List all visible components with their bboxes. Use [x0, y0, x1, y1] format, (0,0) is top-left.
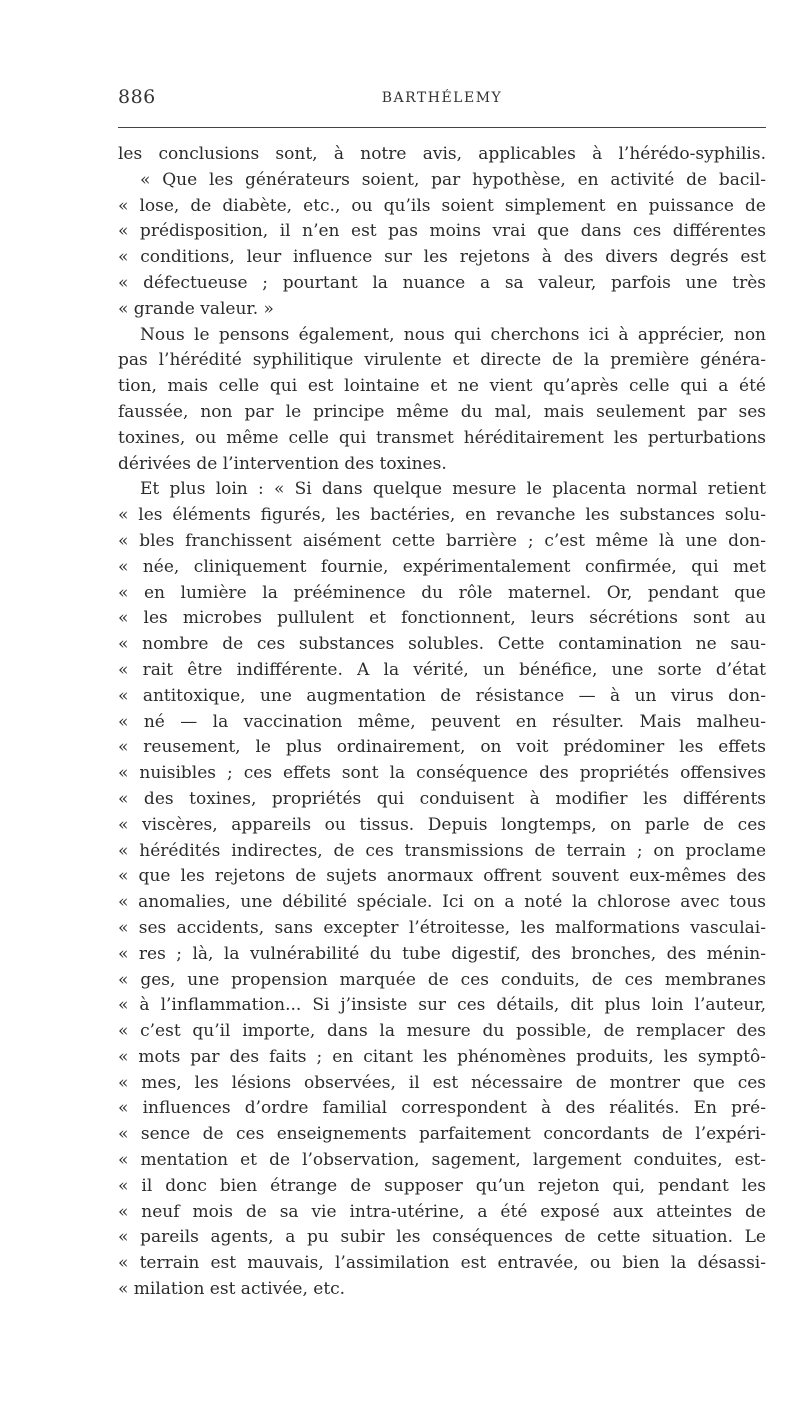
text-line: « bles franchissent aisément cette barrière ; c’est même là une don- [118, 530, 766, 551]
text-line: « nombre de ces substances solubles. Cette contamination ne sau- [118, 634, 766, 655]
text-line: « il donc bien étrange de supposer qu’un rejeton qui, pendant les [118, 1175, 766, 1196]
text-line: Et plus loin : « Si dans quelque mesure le placenta normal retient [140, 479, 766, 500]
text-line: « sence de ces enseignements parfaitement concordants de l’expéri- [118, 1124, 766, 1145]
text-line: « neuf mois de sa vie intra-utérine, a été exposé aux atteintes de [118, 1201, 766, 1222]
text-line: « grande valeur. » [118, 298, 274, 319]
text-line: les conclusions sont, à notre avis, applicables à l’hérédo-syphilis. [118, 144, 766, 164]
text-line: « anomalies, une débilité spéciale. Ici on a noté la chlorose avec tous [118, 892, 766, 913]
text-line: « conditions, leur influence sur les rejetons à des divers degrés est [118, 247, 766, 268]
text-line: « terrain est mauvais, l’assimilation est entravée, ou bien la désassi- [118, 1253, 766, 1274]
text-line: « les microbes pullulent et fonctionnent, leurs sécrétions sont au [118, 608, 766, 629]
text-line: « c’est qu’il importe, dans la mesure du possible, de remplacer des [118, 1021, 766, 1042]
text-line: « les éléments figurés, les bactéries, en revanche les substances solu- [118, 505, 766, 526]
text-line: toxines, ou même celle qui transmet héréditairement les perturbations [118, 427, 766, 448]
text-line: « viscères, appareils ou tissus. Depuis longtemps, on parle de ces [118, 814, 766, 835]
text-line: « Que les générateurs soient, par hypothèse, en activité de bacil- [140, 169, 766, 190]
text-line: « nuisibles ; ces effets sont la conséquence des propriétés offensives [118, 763, 766, 784]
text-line: « née, cliniquement fournie, expérimentalement confirmée, qui met [118, 556, 766, 577]
text-line: « rait être indifférente. A la vérité, un bénéfice, une sorte d’état [118, 659, 766, 680]
text-line: « pareils agents, a pu subir les conséquences de cette situation. Le [118, 1227, 766, 1248]
text-line: faussée, non par le principe même du mal, mais seulement par ses [118, 401, 766, 422]
text-line: Nous le pensons également, nous qui cherchons ici à apprécier, non [140, 324, 766, 345]
running-head: BARTHÉLEMY [381, 90, 503, 106]
text-line: « mots par des faits ; en citant les phénomènes produits, les symptô- [118, 1046, 766, 1067]
header-rule [118, 127, 766, 128]
text-line: « des toxines, propriétés qui conduisent à modifier les différents [118, 788, 766, 809]
text-line: « lose, de diabète, etc., ou qu’ils soient simplement en puissance de [118, 195, 766, 216]
page-number: 886 [118, 86, 156, 108]
text-line: « en lumière la prééminence du rôle maternel. Or, pendant que [118, 582, 766, 603]
text-line: « antitoxique, une augmentation de résistance — à un virus don- [118, 685, 766, 706]
text-line: « reusement, le plus ordinairement, on voit prédominer les effets [118, 737, 766, 758]
text-line: pas l’hérédité syphilitique virulente et directe de la première généra- [118, 350, 766, 371]
text-line: tion, mais celle qui est lointaine et ne vient qu’après celle qui a été [118, 376, 766, 397]
page-header [118, 86, 766, 116]
text-line: « prédisposition, il n’en est pas moins vrai que dans ces différentes [118, 221, 766, 242]
body-text [118, 142, 766, 1303]
text-line: « mes, les lésions observées, il est nécessaire de montrer que ces [118, 1072, 766, 1093]
text-line: « ges, une propension marquée de ces conduits, de ces membranes [118, 969, 766, 990]
text-line: « défectueuse ; pourtant la nuance a sa valeur, parfois une très [118, 272, 766, 293]
text-line: « ses accidents, sans excepter l’étroitesse, les malformations vasculai- [118, 917, 766, 938]
text-line: « milation est activée, etc. [118, 1279, 346, 1300]
text-line: « à l’inflammation... Si j’insiste sur ces détails, dit plus loin l’auteur, [118, 995, 766, 1016]
text-line: « mentation et de l’observation, sagement, largement conduites, est- [118, 1150, 766, 1171]
text-line: « influences d’ordre familial correspondent à des réalités. En pré- [118, 1098, 766, 1119]
text-line: « né — la vaccination même, peuvent en résulter. Mais malheu- [118, 711, 766, 732]
text-line: « hérédités indirectes, de ces transmissions de terrain ; on proclame [118, 840, 766, 861]
text-line: « que les rejetons de sujets anormaux offrent souvent eux-mêmes des [118, 866, 766, 887]
text-line: dérivées de l’intervention des toxines. [118, 453, 447, 474]
text-line: « res ; là, la vulnérabilité du tube digestif, des bronches, des ménin- [118, 943, 766, 964]
